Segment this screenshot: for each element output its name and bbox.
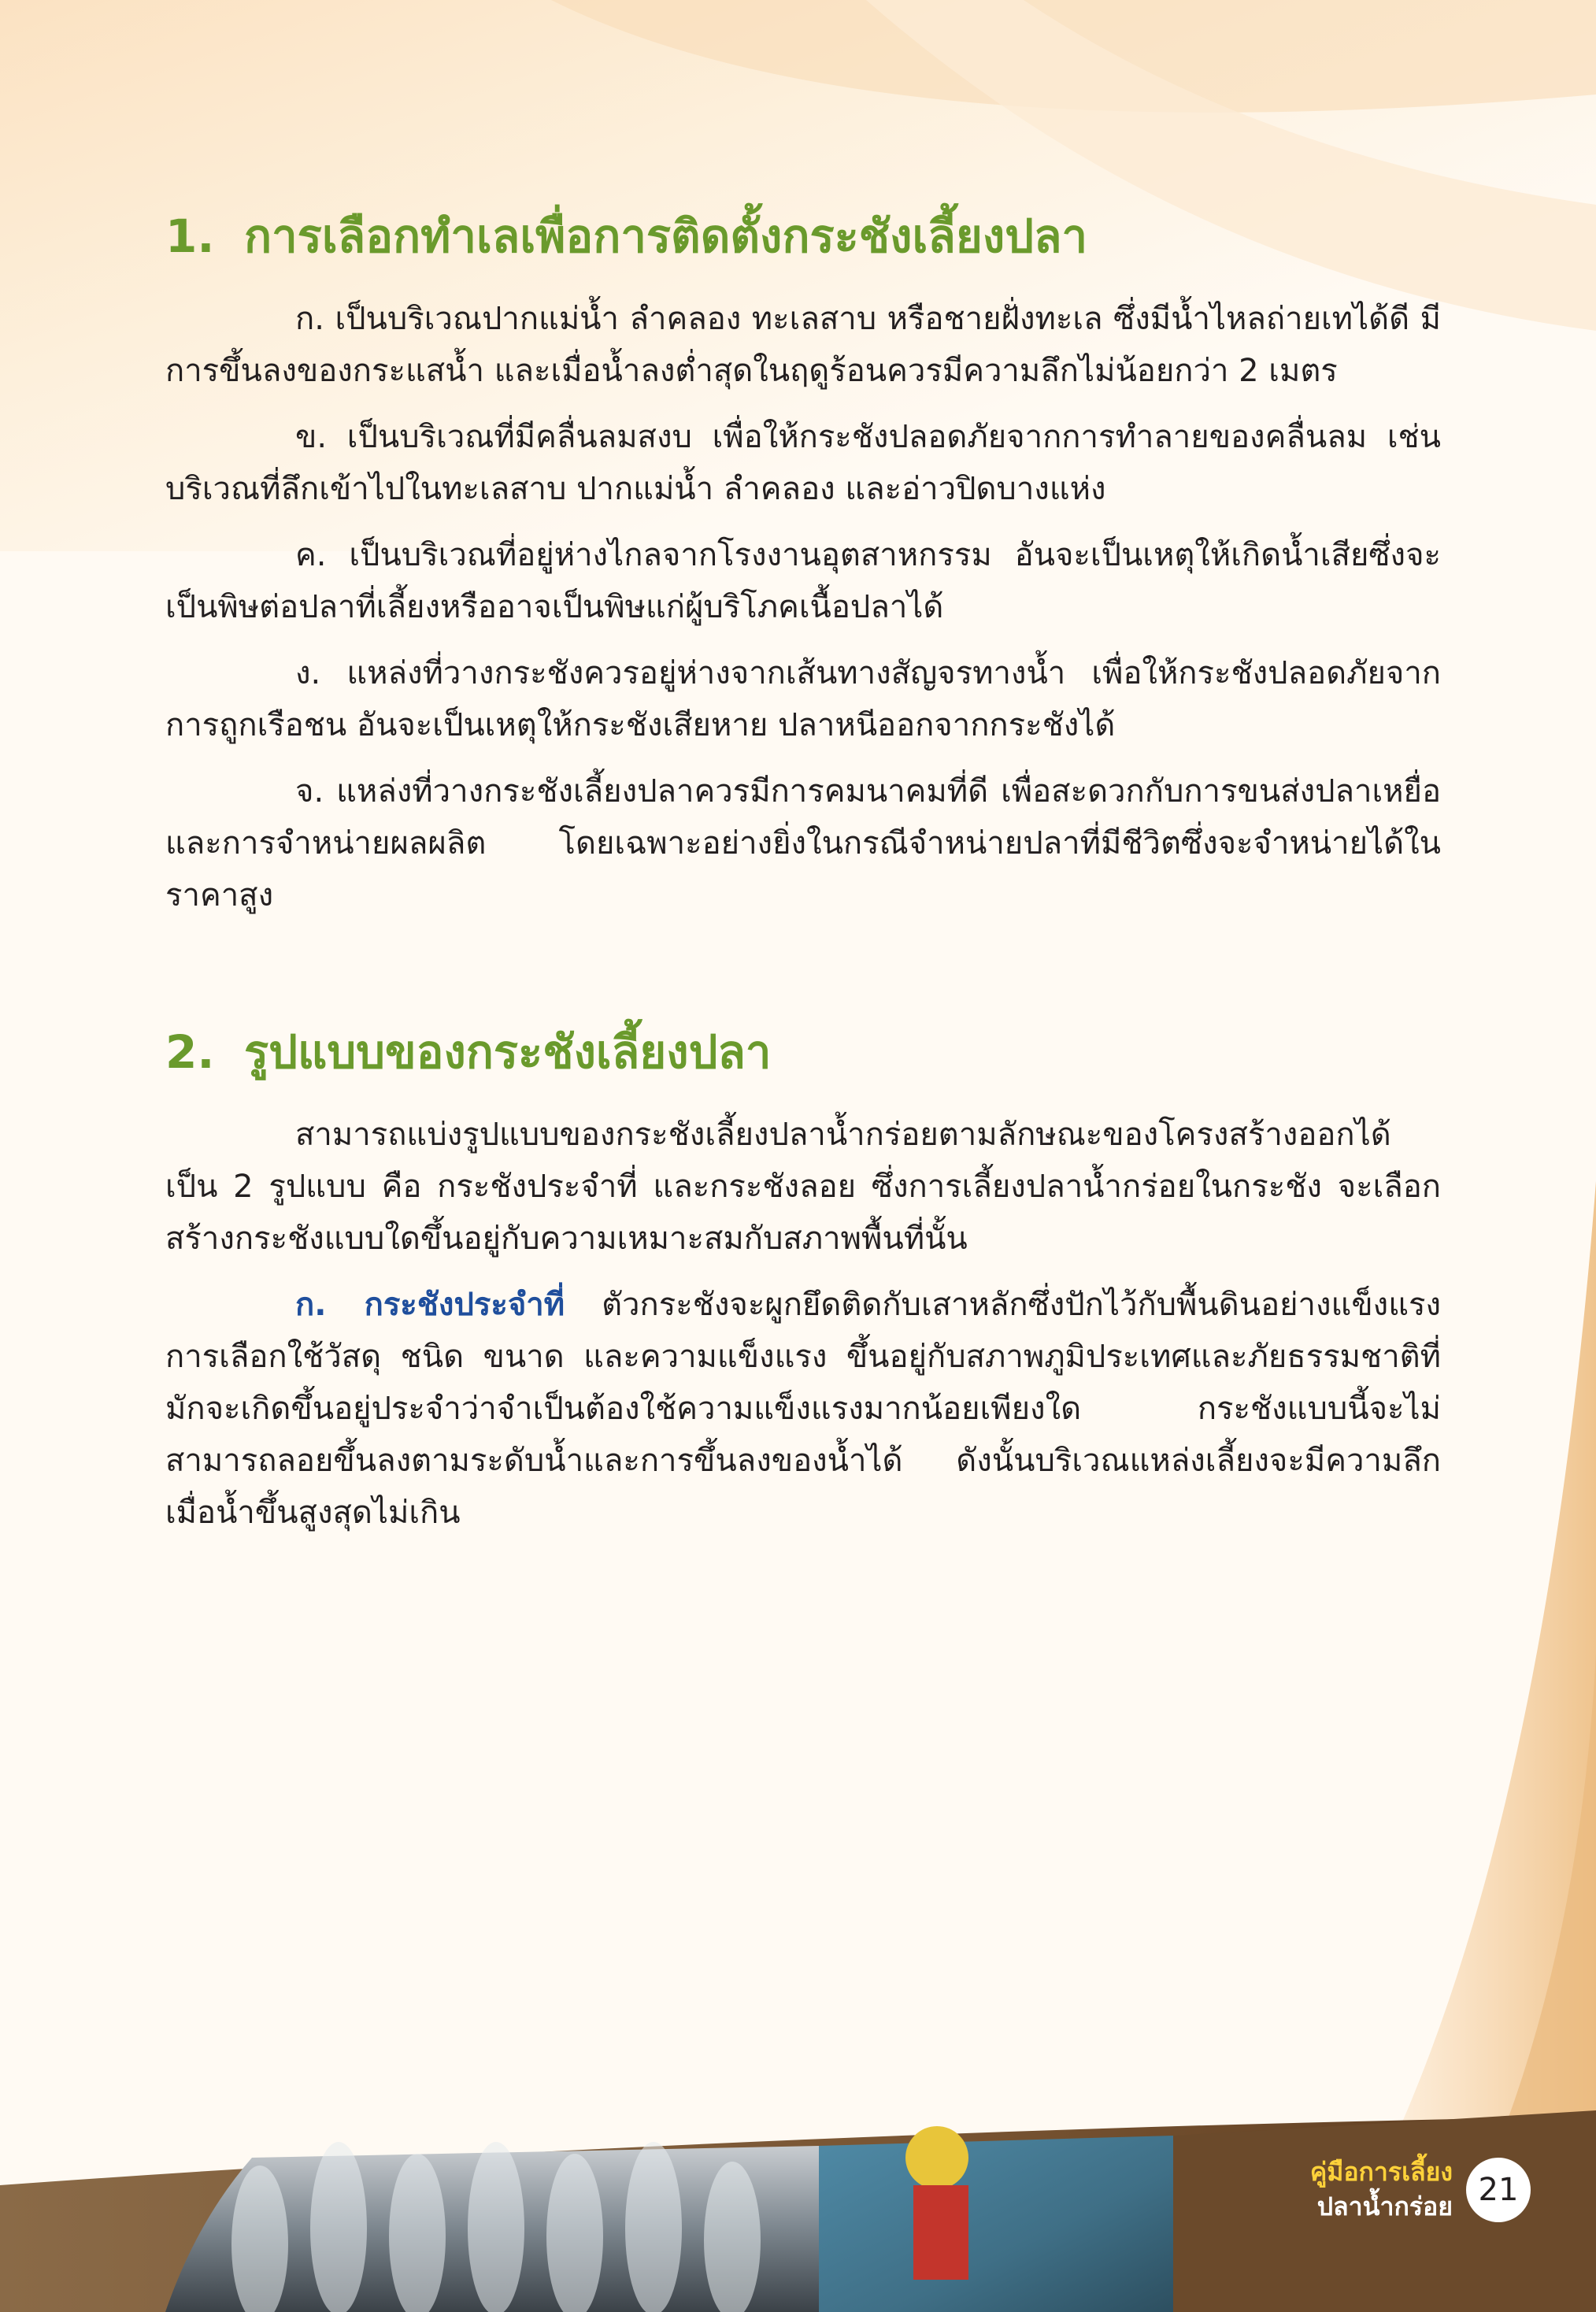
section-2-intro: สามารถแบ่งรูปแบบของกระชังเลี้ยงปลาน้ำกร่อยตามลักษณะของโครงสร้างออกได้เป็น 2 รูปแบบ คือ กระชังประจำที่ และกระชังลอย ซึ่งการเลี้ยงปลาน้ำกร่อยในกระชัง จะเลือกสร้างกระชังแบบใดขึ้นอยู่กับความเหมาะสมกับสภาพพื้นที่นั้น xyxy=(165,1117,1441,1257)
book-title-line-2: ปลาน้ำกร่อย xyxy=(1316,2192,1453,2221)
section-2-title: รูปแบบของกระชังเลี้ยงปลา xyxy=(244,1025,772,1079)
book-title xyxy=(1310,2155,1453,2224)
section-1-heading xyxy=(165,197,1441,276)
section-1-number: 1. xyxy=(165,209,215,263)
section-1-item-c: ค. เป็นบริเวณที่อยู่ห่างไกลจากโรงงานอุตสาหกรรม อันจะเป็นเหตุให้เกิดน้ำเสียซึ่งจะเป็นพิษต่อปลาที่เลี้ยงหรืออาจเป็นพิษแก่ผู้บริโภคเนื้อปลาได้ xyxy=(165,537,1441,625)
book-title-line-1: คู่มือการเลี้ยง xyxy=(1309,2157,1453,2187)
section-2-number: 2. xyxy=(165,1025,215,1079)
section-1-title: การเลือกทำเลเพื่อการติดตั้งกระชังเลี้ยงปลา xyxy=(244,209,1088,263)
section-2-item-a-text: ตัวกระชังจะผูกยึดติดกับเสาหลักซึ่งปักไว้กับพื้นดินอย่างแข็งแรง การเลือกใช้วัสดุ ชนิด ขนาด และความแข็งแรง ขึ้นอยู่กับสภาพภูมิประเทศและภัยธรรมชาติที่มักจะเกิดขึ้นอยู่ประจำว่าจำเป็นต้องใช้ความแข็งแรงมากน้อยเพียงใด กระชังแบบนี้จะไม่สามารถลอยขึ้นลงตามระดับน้ำและการขึ้นลงของน้ำได้ ดังนั้นบริเวณแหล่งเลี้ยงจะมีความลึกเมื่อน้ำขึ้นสูงสุดไม่เกิน xyxy=(165,1287,1441,1531)
section-1-item-e: จ. แหล่งที่วางกระชังเลี้ยงปลาควรมีการคมนาคมที่ดี เพื่อสะดวกกับการขนส่งปลาเหยื่อและการจำหน่ายผลผลิต โดยเฉพาะอย่างยิ่งในกรณีจำหน่ายปลาที่มีชีวิตซึ่งจะจำหน่ายได้ในราคาสูง xyxy=(165,773,1441,913)
page-number: 21 xyxy=(1466,2158,1531,2222)
section-2-item-a-label: ก. กระชังประจำที่ xyxy=(295,1287,565,1323)
section-2-item-a xyxy=(165,1279,1441,1539)
section-1-item-a: ก. เป็นบริเวณปากแม่น้ำ ลำคลอง ทะเลสาบ หรือชายฝั่งทะเล ซึ่งมีน้ำไหลถ่ายเทได้ดี มีการขึ้นลงของกระแสน้ำ และเมื่อน้ำลงต่ำสุดในฤดูร้อนควรมีความลึกไม่น้อยกว่า 2 เมตร xyxy=(165,301,1441,389)
section-1-item-d: ง. แหล่งที่วางกระชังควรอยู่ห่างจากเส้นทางสัญจรทางน้ำ เพื่อให้กระชังปลอดภัยจากการถูกเรือชน อันจะเป็นเหตุให้กระชังเสียหาย ปลาหนีออกจากกระชังได้ xyxy=(165,655,1441,743)
page-content xyxy=(165,197,1441,1539)
section-1-item-b: ข. เป็นบริเวณที่มีคลื่นลมสงบ เพื่อให้กระชังปลอดภัยจากการทำลายของคลื่นลม เช่น บริเวณที่ลึกเข้าไปในทะเลสาบ ปากแม่น้ำ ลำคลอง และอ่าวปิดบางแห่ง xyxy=(165,419,1441,507)
section-2-heading xyxy=(165,1013,1441,1091)
